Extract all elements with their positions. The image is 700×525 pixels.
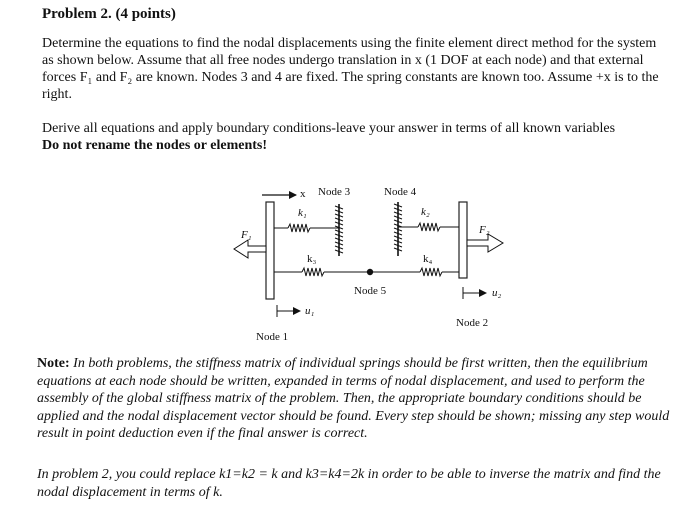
u2-label: u₂	[492, 287, 502, 299]
u1-label: u₁	[305, 305, 315, 317]
problem-title: Problem 2. (4 points)	[42, 6, 176, 22]
force-F2-arrow	[467, 234, 503, 252]
note-text: In both problems, the stiffness matrix of individual springs should be first written, then the equilibrium equations at each node should be written, expanded in terms of nodal displacement, and used to perform the assembly of the global stiffness matrix of the problem. Then, the appropriate boundary conditions should be applied and the nodal displacement vector should be found. Every step should be shown; missing any step would result in point deduction even if the final answer is correct.	[37, 356, 670, 441]
node4-fixed-wall	[394, 202, 402, 256]
problem-description: Determine the equations to find the nodal displacements using the finite element direct method for the system as shown below. Assume that all free nodes undergo translation in x (1 DOF at each node) and that external forces F₁ and F₂ are known. Nodes 3 and 4 are fixed. The spring constants are known too. Assume +x is to the right.	[42, 36, 659, 102]
F2-label: F₂	[479, 224, 490, 236]
node1-bar	[266, 202, 274, 299]
node1-label: Node 1	[256, 331, 289, 343]
spring-k1	[274, 224, 339, 232]
k4-label: k₄	[423, 253, 433, 265]
instruction-line: Derive all equations and apply boundary conditions-leave your answer in terms of all known variables	[42, 121, 616, 136]
node4-label: Node 4	[384, 186, 417, 198]
node2-label: Node 2	[456, 317, 489, 329]
node5-label: Node 5	[354, 285, 387, 297]
spring-k2	[398, 223, 459, 231]
note-paragraph	[37, 355, 683, 443]
note-hint: In problem 2, you could replace k1=k2 = k and k3=k4=2k in order to be able to inverse the matrix and find the nodal displacement in terms of k.	[37, 467, 661, 500]
instruction-bold: Do not rename the nodes or elements!	[42, 138, 268, 153]
note-label: Note:	[37, 356, 70, 371]
node2-bar	[459, 202, 467, 278]
k1-label: k₁	[298, 207, 307, 219]
force-F1-arrow	[234, 240, 266, 258]
F1-label: F₁	[241, 229, 252, 241]
node5-point	[367, 269, 373, 275]
spring-k3	[274, 268, 370, 276]
k2-label: k₂	[421, 206, 430, 218]
k3-label: k₃	[307, 253, 317, 265]
spring-k4	[370, 268, 459, 276]
node3-fixed-wall	[335, 204, 343, 256]
node3-label: Node 3	[318, 186, 351, 198]
x-axis-label: x	[300, 188, 306, 200]
